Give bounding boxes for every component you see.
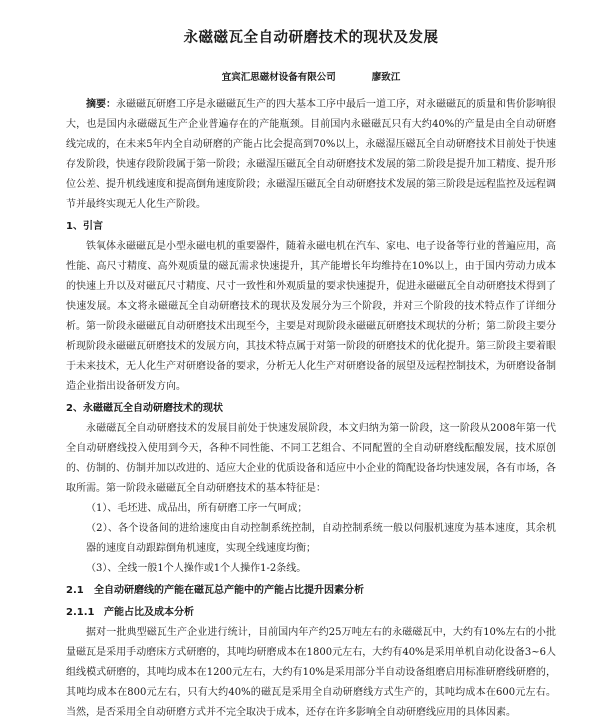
abstract-label: 摘要：: [86, 99, 116, 110]
section-1-heading: 1、引言: [66, 221, 103, 232]
feature-item: （3）、全线一般1个人操作或1个人操作1-2条线。: [86, 563, 307, 574]
section-2-1-1-number: 2.1.1: [66, 607, 95, 618]
paper-title: 永磁磁瓦全自动研磨技术的现状及发展: [183, 30, 439, 46]
section-2-paragraph: 永磁磁瓦全自动研磨技术的发展目前处于快速发展阶段，本文归纳为第一阶段，这一阶段从2008年第一代全自动研磨线投入使用到今天，各种不同性能、不同工艺组合、不同配置的全自动研磨线酝酿发展，技术原创的、仿制的、仿制并加以改进的、适应大企业的优质设备和适应中小企业的简配设备均快速发展，各有市场，各取所需。第一阶段永磁磁瓦全自动研磨技术的基本特征是：: [66, 423, 556, 494]
section-1-paragraph: 铁氧体永磁磁瓦是小型永磁电机的重要器件，随着永磁电机在汽车、家电、电子设备等行业的普遍应用，高性能、高尺寸精度、高外观质量的磁瓦需求快速提升，其产能增长年均维持在10%以上，由于国内劳动力成本的快速上升以及对磁瓦尺寸精度、尺寸一致性和外观质量的要求快速提升，促进永磁磁瓦全自动研磨技术得到了快速发展。本文将永磁磁瓦全自动研磨技术的现状及发展分为三个阶段，并对三个阶段的技术特点作了详细分析。第一阶段永磁磁瓦自动研磨技术出现至今，主要是对现阶段永磁磁瓦研磨技术现状的分析；第二阶段主要分析现阶段永磁磁瓦研磨技术的发展方向，其技术特点属于对第一阶段的研磨技术的优化提升。第三阶段主要着眼于未来技术，无人化生产对研磨设备的要求，分析无人化生产对研磨设备的展望及远程控制技术，为研磨设备制造企业指出设备研发方向。: [66, 241, 556, 392]
section-2-1-heading: [66, 581, 556, 601]
section-2-1-1-heading: [66, 603, 556, 623]
byline: [66, 69, 556, 83]
abstract-text: 永磁磁瓦研磨工序是永磁磁瓦生产的四大基本工序中最后一道工序，对永磁磁瓦的质量和售价影响很大，也是国内永磁磁瓦生产企业普遍存在的产能瓶颈。目前国内永磁磁瓦只有大约40%的产量是由全自动研磨线完成的，在未来5年内全自动研磨的产能占比会提高到70%以上，永磁湿压磁瓦全自动研磨技术目前处于快速存发阶段，快速存段阶段属于第一阶段；永磁湿压磁瓦全自动研磨技术发展的第二阶段是提升加工精度、提升形位公差、提升机线速度和提高倒角速度阶段；永磁湿压磁瓦全自动研磨技术发展的第三阶段是远程监控及远程调节并最终实现无人化生产阶段。: [66, 99, 556, 210]
author-name: 廖致江: [371, 72, 401, 83]
section-2-1-1-title: 产能占比及成本分析: [104, 607, 194, 618]
company-name: 宜宾汇思磁材设备有限公司: [221, 72, 336, 83]
feature-item: （1）、毛坯进、成品出，所有研磨工序一气呵成；: [86, 503, 308, 514]
feature-item: （2）、各个设备间的进给速度由自动控制系统控制，自动控制系统一般以伺服机速度为基本速度，其余机器的速度自动跟踪倒角机速度，实现全线速度均衡；: [86, 523, 556, 554]
section-2-heading: 2、永磁磁瓦全自动研磨技术的现状: [66, 403, 223, 414]
section-2-1-1-paragraph: 据对一批典型磁瓦生产企业进行统计，目前国内年产约25万吨左右的永磁磁瓦中，大约有10%左右的小批量磁瓦是采用手动磨床方式研磨的，其吨均研磨成本在1800元左右，大约有40%是采用单机自动化设备3~6人组线模式研磨的，其吨均成本在1200元左右，大约有10%是采用部分半自动设备组磨启用标准研磨线研磨的，其吨均成本在800元左右，只有大约40%的磁瓦是采用全自动研磨线方式生产的，其吨均成本在600元左右。当然，是否采用全自动研磨方式并不完全取决于成本，还存在许多影响全自动研磨线应用的具体因素。: [66, 627, 556, 718]
section-2-1-title: 全自动研磨线的产能在磁瓦总产能中的产能占比提升因素分析: [94, 585, 364, 596]
section-2-1-number: 2.1: [66, 585, 84, 596]
abstract: [66, 95, 556, 215]
